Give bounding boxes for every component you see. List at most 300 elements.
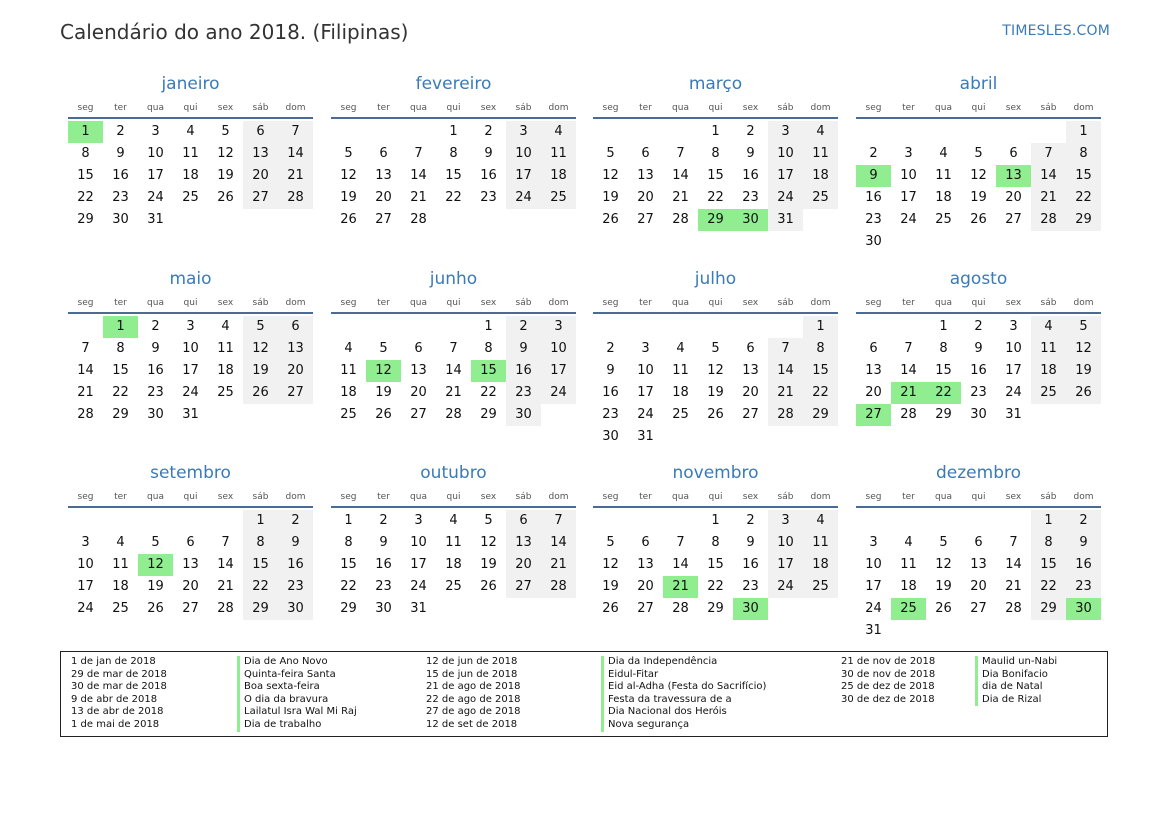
calendar-day: 16 bbox=[147, 363, 164, 378]
weekday-label: dom bbox=[548, 103, 569, 113]
weekday-label: seg bbox=[865, 103, 882, 113]
weekday-label: qua bbox=[147, 492, 164, 502]
calendar-day: 20 bbox=[637, 190, 654, 205]
weekday-label: dom bbox=[810, 298, 831, 308]
calendar-day: 24 bbox=[768, 187, 803, 209]
calendar-day: 23 bbox=[375, 579, 392, 594]
calendar-day: 14 bbox=[900, 363, 917, 378]
weekday-label: dom bbox=[1073, 492, 1094, 502]
calendar-day: 25 bbox=[672, 407, 689, 422]
weekday-label: ter bbox=[377, 103, 390, 113]
calendar-day: 18 bbox=[1031, 360, 1066, 382]
month-name: setembro bbox=[150, 463, 231, 483]
calendar-day: 2 bbox=[746, 124, 755, 139]
calendar-day: 10 bbox=[865, 557, 882, 572]
calendar-day: 12 bbox=[1066, 338, 1101, 360]
legend-holiday-name: Quinta-feira Santa bbox=[244, 668, 336, 680]
calendar-day: 10 bbox=[506, 143, 541, 165]
calendar-day: 24 bbox=[410, 579, 427, 594]
calendar-day: 28 bbox=[217, 601, 234, 616]
calendar-day: 22 bbox=[77, 190, 94, 205]
weekday-label: seg bbox=[340, 492, 357, 502]
calendar-day: 15 bbox=[1031, 554, 1066, 576]
weekday-label: sáb bbox=[777, 492, 794, 502]
calendar-day: 6 bbox=[506, 510, 541, 532]
calendar-day: 2 bbox=[379, 513, 388, 528]
weekday-header bbox=[331, 298, 576, 311]
month-name: abril bbox=[959, 74, 998, 94]
weekday-header bbox=[68, 298, 313, 311]
calendar-day: 17 bbox=[506, 165, 541, 187]
calendar-day: 12 bbox=[480, 535, 497, 550]
calendar-day: 25 bbox=[445, 579, 462, 594]
calendar-day: 28 bbox=[1031, 209, 1066, 231]
weekday-label: qua bbox=[147, 298, 164, 308]
legend-holiday-name: dia de Natal bbox=[982, 681, 1043, 693]
weekday-label: seg bbox=[865, 492, 882, 502]
weekday-label: dom bbox=[1073, 103, 1094, 113]
calendar-day: 5 bbox=[606, 146, 615, 161]
calendar-day: 29 bbox=[707, 601, 724, 616]
calendar-day: 25 bbox=[340, 407, 357, 422]
calendar-day: 19 bbox=[217, 168, 234, 183]
calendar-day: 25 bbox=[217, 385, 234, 400]
calendar-day: 19 bbox=[602, 579, 619, 594]
calendar-day: 23 bbox=[970, 385, 987, 400]
calendar-day: 28 bbox=[1005, 601, 1022, 616]
weekday-label: sex bbox=[217, 492, 234, 502]
calendar-day: 16 bbox=[375, 557, 392, 572]
header-rule bbox=[856, 117, 1101, 119]
legend-date: 21 de ago de 2018 bbox=[426, 681, 521, 693]
calendar-day: 8 bbox=[711, 146, 720, 161]
weekday-label: sex bbox=[1005, 492, 1022, 502]
calendar-day: 21 bbox=[217, 579, 234, 594]
weekday-label: ter bbox=[902, 492, 915, 502]
calendar-day: 15 bbox=[243, 554, 278, 576]
month-name: julho bbox=[694, 269, 737, 289]
calendar-day: 2 bbox=[278, 510, 313, 532]
calendar-day: 6 bbox=[641, 146, 650, 161]
calendar-day: 8 bbox=[711, 535, 720, 550]
calendar-day: 28 bbox=[445, 407, 462, 422]
calendar-day: 17 bbox=[768, 554, 803, 576]
calendar-day: 13 bbox=[506, 532, 541, 554]
calendar-day: 14 bbox=[217, 557, 234, 572]
calendar-day: 30 bbox=[602, 429, 619, 444]
legend-date: 1 de jan de 2018 bbox=[71, 656, 156, 667]
calendar-day: 24 bbox=[865, 601, 882, 616]
calendar-day: 9 bbox=[746, 146, 755, 161]
calendar-day: 3 bbox=[541, 316, 576, 338]
weekday-label: qui bbox=[183, 492, 198, 502]
calendar-day: 6 bbox=[379, 146, 388, 161]
calendar-day: 27 bbox=[506, 576, 541, 598]
calendar-day: 27 bbox=[375, 212, 392, 227]
legend-date: 15 de jun de 2018 bbox=[426, 668, 518, 680]
holiday-legend bbox=[60, 651, 1108, 737]
calendar-day: 20 bbox=[865, 385, 882, 400]
weekday-label: qua bbox=[410, 492, 427, 502]
weekday-label: sáb bbox=[252, 103, 269, 113]
calendar-day: 27 bbox=[278, 382, 313, 404]
month-name: janeiro bbox=[161, 74, 220, 94]
calendar-day: 3 bbox=[904, 146, 913, 161]
header-rule bbox=[856, 312, 1101, 314]
weekday-label: ter bbox=[114, 492, 127, 502]
calendar-day: 30 bbox=[278, 598, 313, 620]
calendar-day: 12 bbox=[602, 168, 619, 183]
legend-date: 30 de mar de 2018 bbox=[71, 681, 167, 693]
calendar-day: 10 bbox=[77, 557, 94, 572]
calendar-day: 18 bbox=[672, 385, 689, 400]
calendar-day: 21 bbox=[672, 190, 689, 205]
calendar-day: 13 bbox=[637, 168, 654, 183]
weekday-label: sex bbox=[217, 103, 234, 113]
weekday-label: sáb bbox=[1040, 103, 1057, 113]
calendar-day: 22 bbox=[1031, 576, 1066, 598]
weekday-label: ter bbox=[639, 492, 652, 502]
calendar-day: 7 bbox=[1031, 143, 1066, 165]
calendar-day: 13 bbox=[970, 557, 987, 572]
calendar-day: 6 bbox=[746, 341, 755, 356]
header-rule bbox=[593, 506, 838, 508]
calendar-day: 10 bbox=[541, 338, 576, 360]
calendar-day: 15 bbox=[707, 557, 724, 572]
calendar-day: 12 bbox=[970, 168, 987, 183]
month-name: agosto bbox=[949, 269, 1008, 289]
calendar-day: 24 bbox=[1005, 385, 1022, 400]
calendar-day: 4 bbox=[803, 510, 838, 532]
calendar-day: 13 bbox=[865, 363, 882, 378]
month-name: dezembro bbox=[936, 463, 1021, 483]
legend-date: 1 de mai de 2018 bbox=[71, 718, 160, 730]
calendar-day: 17 bbox=[865, 579, 882, 594]
weekday-label: ter bbox=[377, 298, 390, 308]
header-rule bbox=[593, 312, 838, 314]
weekday-label: ter bbox=[377, 492, 390, 502]
calendar-day: 22 bbox=[480, 385, 497, 400]
calendar-day: 31 bbox=[1005, 407, 1022, 422]
calendar-day: 3 bbox=[81, 535, 90, 550]
calendar-day: 22 bbox=[112, 385, 129, 400]
calendar-day: 20 bbox=[1005, 190, 1022, 205]
calendar-day: 7 bbox=[278, 121, 313, 143]
calendar-day: 2 bbox=[746, 513, 755, 528]
calendar-day: 18 bbox=[900, 579, 917, 594]
calendar-day: 31 bbox=[637, 429, 654, 444]
calendar-day: 19 bbox=[707, 385, 724, 400]
legend-holiday-name: Maulid un-Nabi bbox=[982, 656, 1058, 667]
calendar-day: 4 bbox=[803, 121, 838, 143]
calendar-day: 19 bbox=[340, 190, 357, 205]
legend-date: 30 de dez de 2018 bbox=[841, 693, 935, 705]
weekday-label: seg bbox=[340, 298, 357, 308]
legend-date: 9 de abr de 2018 bbox=[71, 693, 158, 705]
calendar-day: 29 bbox=[480, 407, 497, 422]
calendar-day: 23 bbox=[742, 190, 759, 205]
calendar-day: 25 bbox=[112, 601, 129, 616]
calendar-day: 2 bbox=[606, 341, 615, 356]
calendar-day: 6 bbox=[1009, 146, 1018, 161]
calendar-day: 10 bbox=[637, 363, 654, 378]
legend-names-column bbox=[601, 656, 766, 732]
calendar-day: 26 bbox=[243, 382, 278, 404]
calendar-day: 2 bbox=[506, 316, 541, 338]
calendar-day: 13 bbox=[410, 363, 427, 378]
calendar-day: 1 bbox=[243, 510, 278, 532]
calendar-day: 31 bbox=[865, 623, 882, 638]
calendar-day: 18 bbox=[340, 385, 357, 400]
calendar-day: 18 bbox=[803, 165, 838, 187]
calendar-day: 20 bbox=[506, 554, 541, 576]
calendar-day: 9 bbox=[379, 535, 388, 550]
weekday-label: ter bbox=[902, 298, 915, 308]
calendar-day: 11 bbox=[340, 363, 357, 378]
calendar-day: 14 bbox=[445, 363, 462, 378]
calendar-day: 21 bbox=[77, 385, 94, 400]
calendar-day: 18 bbox=[217, 363, 234, 378]
calendar-day: 27 bbox=[742, 407, 759, 422]
weekday-label: qua bbox=[935, 492, 952, 502]
calendar-day: 11 bbox=[900, 557, 917, 572]
calendar-day: 21 bbox=[445, 385, 462, 400]
calendar-day: 8 bbox=[803, 338, 838, 360]
calendar-day: 23 bbox=[506, 382, 541, 404]
calendar-day: 16 bbox=[112, 168, 129, 183]
weekday-label: qui bbox=[971, 298, 986, 308]
weekday-header bbox=[856, 492, 1101, 505]
weekday-label: seg bbox=[602, 103, 619, 113]
calendar-day: 28 bbox=[768, 404, 803, 426]
weekday-label: ter bbox=[114, 298, 127, 308]
legend-holiday-name: Dia Bonifacio bbox=[982, 668, 1048, 680]
calendar-day: 11 bbox=[803, 143, 838, 165]
calendar-day: 23 bbox=[865, 212, 882, 227]
calendar-day: 9 bbox=[606, 363, 615, 378]
weekday-label: qui bbox=[708, 492, 723, 502]
weekday-label: sáb bbox=[252, 492, 269, 502]
calendar-day: 3 bbox=[1009, 319, 1018, 334]
weekday-header bbox=[68, 492, 313, 505]
calendar-day: 14 bbox=[77, 363, 94, 378]
calendar-day: 1 bbox=[449, 124, 458, 139]
calendar-day: 29 bbox=[935, 407, 952, 422]
weekday-label: dom bbox=[285, 492, 306, 502]
calendar-day: 6 bbox=[414, 341, 423, 356]
calendar-day: 30 bbox=[375, 601, 392, 616]
calendar-day: 3 bbox=[151, 124, 160, 139]
header-rule bbox=[856, 506, 1101, 508]
calendar-day: 16 bbox=[1066, 554, 1101, 576]
calendar-day: 9 bbox=[1066, 532, 1101, 554]
calendar-day: 8 bbox=[449, 146, 458, 161]
calendar-day: 11 bbox=[445, 535, 462, 550]
calendar-day: 18 bbox=[803, 554, 838, 576]
weekday-label: seg bbox=[602, 492, 619, 502]
calendar-day: 16 bbox=[278, 554, 313, 576]
weekday-label: qua bbox=[935, 298, 952, 308]
weekday-label: sex bbox=[480, 492, 497, 502]
calendar-day: 4 bbox=[541, 121, 576, 143]
calendar-day: 19 bbox=[935, 579, 952, 594]
calendar-day: 8 bbox=[1031, 532, 1066, 554]
holiday-day: 1 bbox=[103, 316, 138, 338]
calendar-day: 2 bbox=[869, 146, 878, 161]
legend-holiday-name: Dia de Rizal bbox=[982, 693, 1042, 705]
calendar-day: 11 bbox=[541, 143, 576, 165]
calendar-day: 17 bbox=[410, 557, 427, 572]
calendar-day: 3 bbox=[186, 319, 195, 334]
brand-link[interactable]: TIMESLES.COM bbox=[1002, 23, 1110, 39]
calendar-day: 7 bbox=[768, 338, 803, 360]
weekday-label: sex bbox=[480, 298, 497, 308]
holiday-day: 12 bbox=[366, 360, 401, 382]
holiday-day: 21 bbox=[663, 576, 698, 598]
calendar-day: 14 bbox=[672, 168, 689, 183]
weekday-label: sex bbox=[742, 103, 759, 113]
weekday-label: sáb bbox=[515, 103, 532, 113]
weekday-label: qua bbox=[410, 298, 427, 308]
calendar-day: 26 bbox=[340, 212, 357, 227]
legend-holiday-name: Dia de Ano Novo bbox=[244, 656, 328, 667]
weekday-header bbox=[856, 298, 1101, 311]
calendar-day: 16 bbox=[742, 557, 759, 572]
calendar-day: 7 bbox=[541, 510, 576, 532]
calendar-day: 16 bbox=[742, 168, 759, 183]
calendar-day: 17 bbox=[637, 385, 654, 400]
calendar-day: 14 bbox=[278, 143, 313, 165]
legend-date: 25 de dez de 2018 bbox=[841, 681, 935, 693]
calendar-day: 14 bbox=[1031, 165, 1066, 187]
legend-holiday-name: Dia Nacional dos Heróis bbox=[608, 706, 727, 718]
calendar-day: 27 bbox=[1005, 212, 1022, 227]
calendar-day: 5 bbox=[974, 146, 983, 161]
calendar-day: 6 bbox=[641, 535, 650, 550]
calendar-day: 19 bbox=[147, 579, 164, 594]
calendar-day: 31 bbox=[768, 209, 803, 231]
calendar-day: 23 bbox=[1066, 576, 1101, 598]
calendar-day: 24 bbox=[637, 407, 654, 422]
calendar-day: 26 bbox=[217, 190, 234, 205]
calendar-day: 19 bbox=[602, 190, 619, 205]
calendar-day: 6 bbox=[278, 316, 313, 338]
calendar-day: 4 bbox=[449, 513, 458, 528]
calendar-day: 7 bbox=[414, 146, 423, 161]
calendar-day: 4 bbox=[186, 124, 195, 139]
calendar-day: 5 bbox=[344, 146, 353, 161]
weekday-label: sáb bbox=[515, 298, 532, 308]
calendar-day: 28 bbox=[900, 407, 917, 422]
calendar-day: 7 bbox=[449, 341, 458, 356]
weekday-label: qui bbox=[446, 492, 461, 502]
calendar-day: 8 bbox=[939, 341, 948, 356]
calendar-day: 4 bbox=[1031, 316, 1066, 338]
calendar-day: 6 bbox=[243, 121, 278, 143]
weekday-header bbox=[856, 103, 1101, 116]
calendar-day: 28 bbox=[77, 407, 94, 422]
calendar-day: 5 bbox=[151, 535, 160, 550]
calendar-day: 4 bbox=[939, 146, 948, 161]
header-rule bbox=[68, 117, 313, 119]
calendar-day: 30 bbox=[506, 404, 541, 426]
calendar-day: 30 bbox=[970, 407, 987, 422]
calendar-day: 15 bbox=[112, 363, 129, 378]
calendar-day: 15 bbox=[340, 557, 357, 572]
calendar-day: 10 bbox=[410, 535, 427, 550]
calendar-day: 4 bbox=[676, 341, 685, 356]
weekday-header bbox=[593, 298, 838, 311]
weekday-label: dom bbox=[1073, 298, 1094, 308]
calendar-day: 10 bbox=[182, 341, 199, 356]
calendar-day: 14 bbox=[410, 168, 427, 183]
calendar-day: 16 bbox=[480, 168, 497, 183]
month-name: março bbox=[688, 74, 743, 94]
calendar-day: 10 bbox=[768, 532, 803, 554]
calendar-day: 24 bbox=[506, 187, 541, 209]
calendar-day: 30 bbox=[112, 212, 129, 227]
calendar-day: 6 bbox=[869, 341, 878, 356]
calendar-day: 23 bbox=[112, 190, 129, 205]
calendar-day: 5 bbox=[243, 316, 278, 338]
legend-names-column bbox=[975, 656, 1057, 706]
weekday-label: dom bbox=[810, 492, 831, 502]
weekday-label: qua bbox=[935, 103, 952, 113]
weekday-header bbox=[593, 103, 838, 116]
calendar-day: 26 bbox=[970, 212, 987, 227]
calendar-day: 9 bbox=[974, 341, 983, 356]
legend-holiday-name: Festa da travessura de a bbox=[608, 693, 732, 705]
calendar-day: 17 bbox=[768, 165, 803, 187]
calendar-day: 2 bbox=[484, 124, 493, 139]
weekday-label: qui bbox=[183, 103, 198, 113]
holiday-day: 15 bbox=[471, 360, 506, 382]
legend-date: 22 de ago de 2018 bbox=[426, 693, 521, 705]
calendar-day: 28 bbox=[672, 601, 689, 616]
holiday-day: 30 bbox=[733, 209, 768, 231]
calendar-day: 20 bbox=[970, 579, 987, 594]
calendar-day: 11 bbox=[672, 363, 689, 378]
calendar-day: 26 bbox=[602, 601, 619, 616]
calendar-day: 15 bbox=[707, 168, 724, 183]
legend-date: 27 de ago de 2018 bbox=[426, 706, 521, 718]
calendar-day: 8 bbox=[81, 146, 90, 161]
calendar-day: 21 bbox=[278, 165, 313, 187]
calendar-day: 5 bbox=[606, 535, 615, 550]
weekday-label: sex bbox=[1005, 298, 1022, 308]
calendar-day: 26 bbox=[480, 579, 497, 594]
legend-holiday-name: Eidul-Fitar bbox=[608, 668, 659, 680]
holiday-day: 30 bbox=[733, 598, 768, 620]
calendar-day: 3 bbox=[414, 513, 423, 528]
holiday-day: 12 bbox=[138, 554, 173, 576]
legend-holiday-name: Lailatul Isra Wal Mi Raj bbox=[244, 706, 357, 718]
holiday-day: 25 bbox=[891, 598, 926, 620]
calendar-day: 21 bbox=[410, 190, 427, 205]
legend-holiday-name: Dia da Independência bbox=[608, 656, 718, 667]
weekday-label: qua bbox=[672, 103, 689, 113]
month-name: maio bbox=[169, 269, 212, 289]
weekday-label: qui bbox=[708, 298, 723, 308]
calendar-day: 18 bbox=[541, 165, 576, 187]
legend-holiday-name: Eid al-Adha (Festa do Sacrifício) bbox=[608, 681, 767, 693]
holiday-day: 13 bbox=[996, 165, 1031, 187]
calendar-day: 5 bbox=[379, 341, 388, 356]
calendar-day: 15 bbox=[935, 363, 952, 378]
weekday-label: sáb bbox=[777, 103, 794, 113]
calendar-day: 29 bbox=[1066, 209, 1101, 231]
calendar-day: 14 bbox=[768, 360, 803, 382]
